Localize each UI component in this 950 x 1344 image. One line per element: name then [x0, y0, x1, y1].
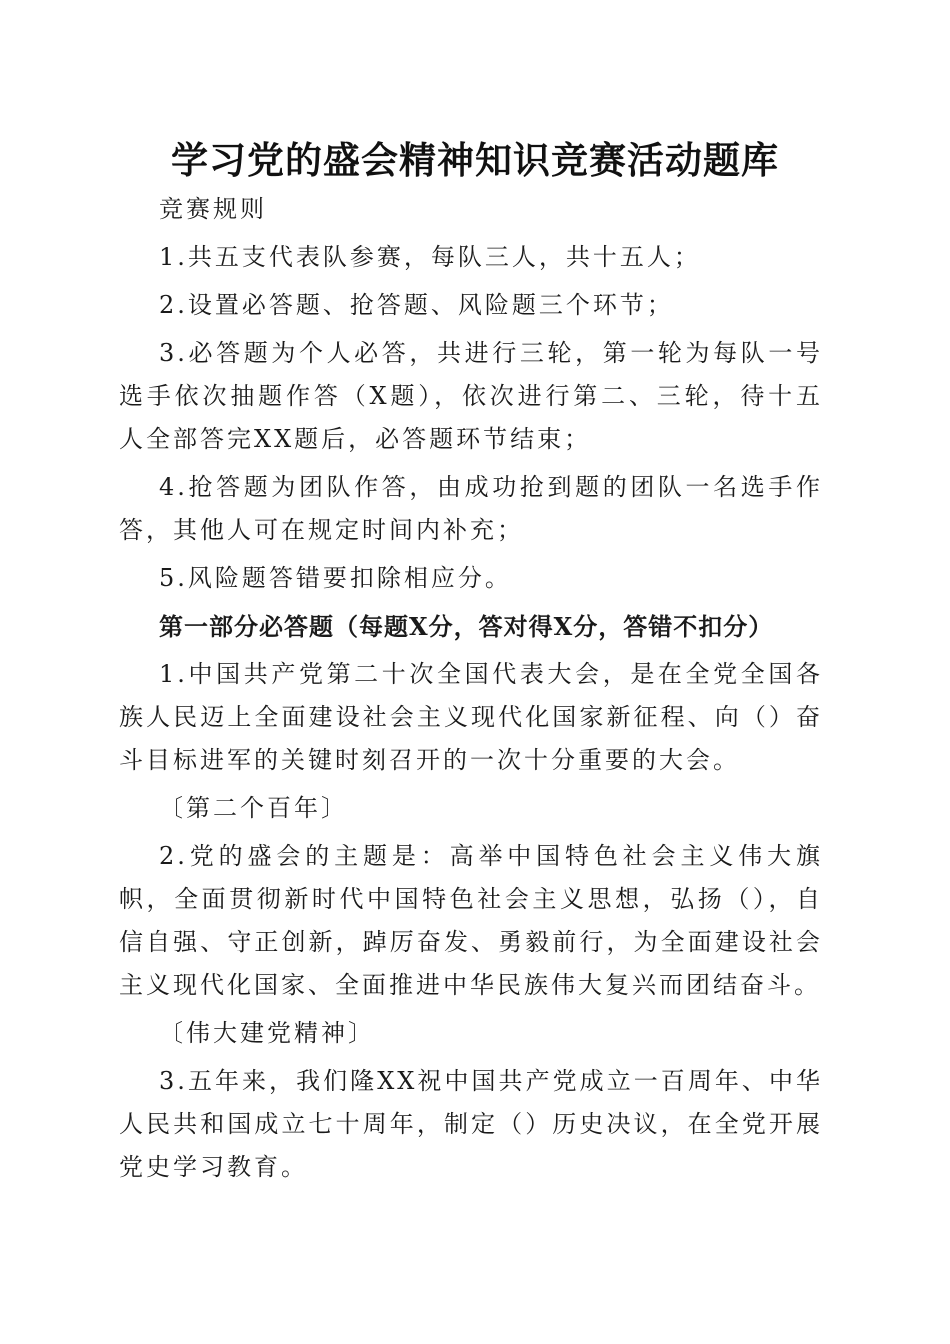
- answer-1: 〔第二个百年〕: [159, 794, 348, 822]
- rule-item-1: 1.共五支代表队参赛，每队三人，共十五人；: [159, 243, 701, 271]
- part1-heading: 第一部分必答题（每题X分，答对得X分，答错不扣分）: [159, 612, 774, 641]
- rule-item-5: 5.风险题答错要扣除相应分。: [159, 564, 512, 592]
- question-2: 2.党的盛会的主题是：高举中国特色社会主义伟大旗帜，全面贯彻新时代中国特色社会主义思想，弘扬（），自信自强、守正创新，踔厉奋发、勇毅前行，为全面建设社会主义现代化国家、全面推进中华民族伟大复兴而团结奋斗。: [119, 842, 823, 999]
- rule-item-2: 2.设置必答题、抢答题、风险题三个环节；: [159, 291, 674, 319]
- document-body: [119, 188, 823, 1194]
- rule-item-3: 3.必答题为个人必答，共进行三轮，第一轮为每队一号选手依次抽题作答（X题），依次进行第二、三轮，待十五人全部答完XX题后，必答题环节结束；: [119, 339, 823, 453]
- answer-2: 〔伟大建党精神〕: [159, 1019, 375, 1047]
- rules-heading: 竞赛规则: [159, 195, 267, 223]
- question-3: 3.五年来，我们隆XX祝中国共产党成立一百周年、中华人民共和国成立七十周年，制定（）历史决议，在全党开展党史学习教育。: [119, 1067, 823, 1181]
- document-title: 学习党的盛会精神知识竞赛活动题库: [171, 138, 779, 182]
- question-1: 1.中国共产党第二十次全国代表大会，是在全党全国各族人民迈上全面建设社会主义现代化国家新征程、向（）奋斗目标进军的关键时刻召开的一次十分重要的大会。: [119, 660, 823, 774]
- rule-item-4: 4.抢答题为团队作答，由成功抢到题的团队一名选手作答，其他人可在规定时间内补充；: [119, 473, 823, 544]
